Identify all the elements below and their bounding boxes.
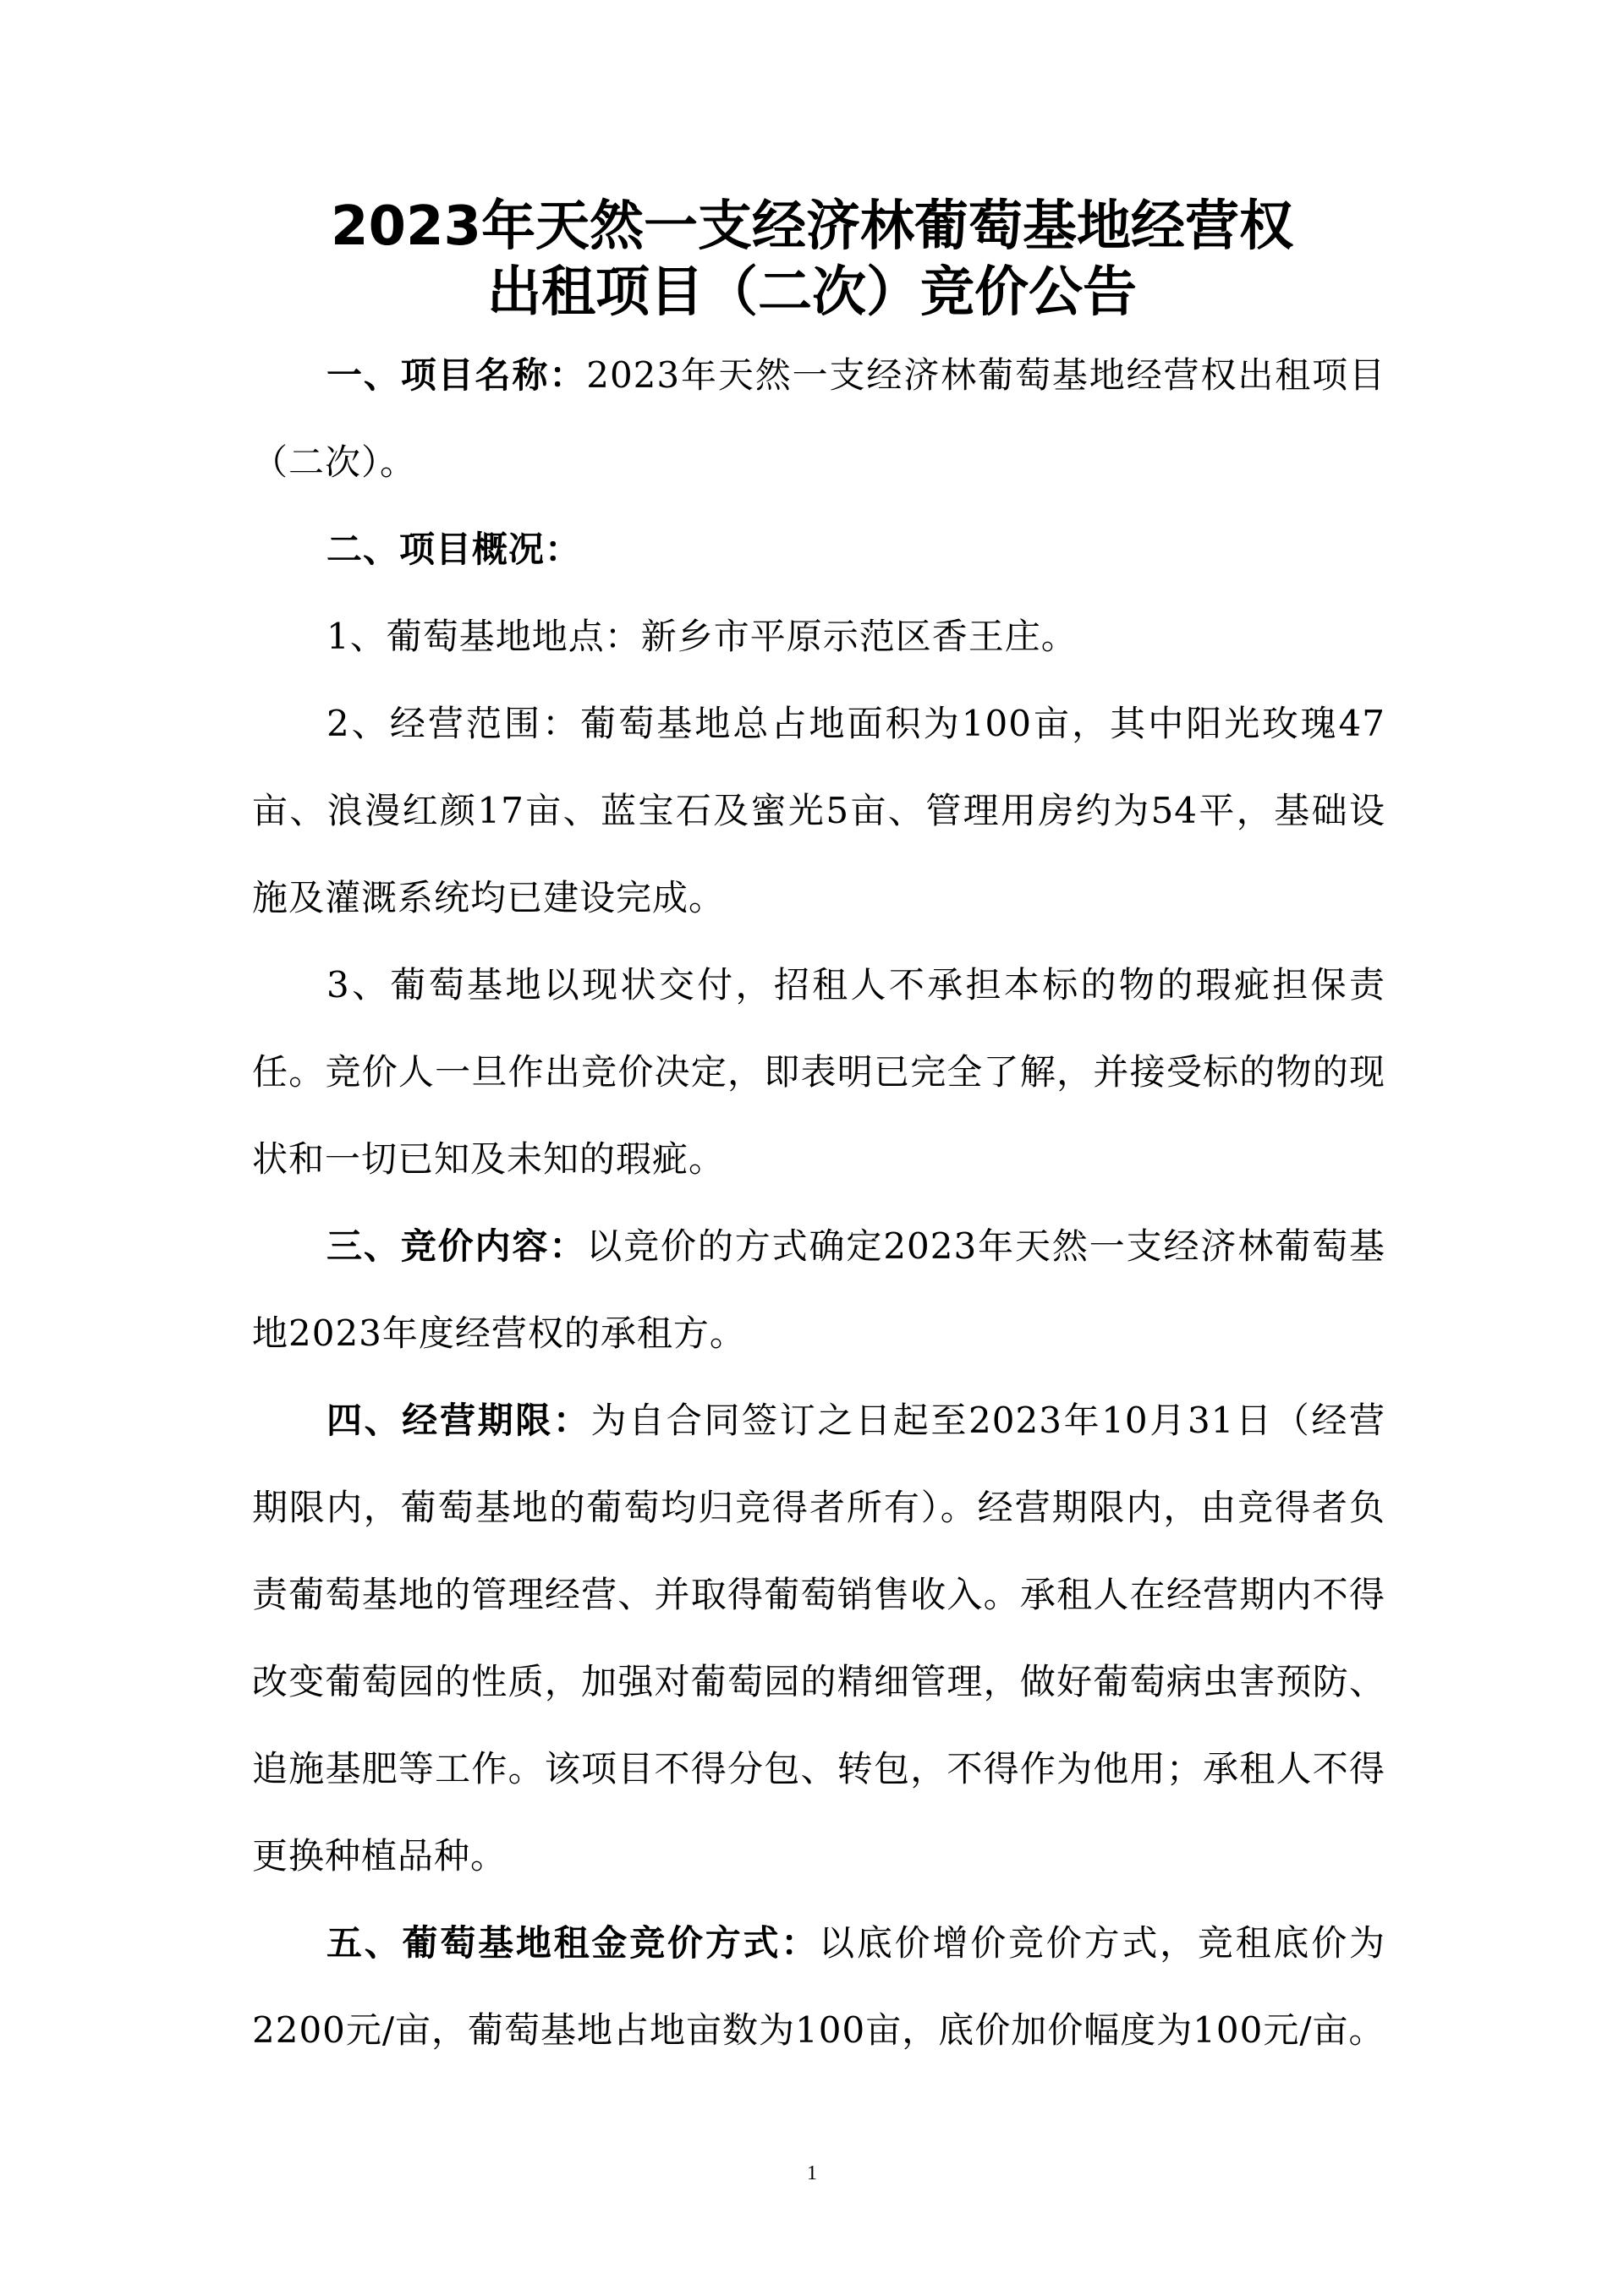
section-heading: 四、经营期限： xyxy=(326,1400,591,1441)
section-text: 2023年天然一支经济林葡萄基地经营权出租项目（二次）。 xyxy=(252,354,1385,483)
page-number: 1 xyxy=(807,2162,817,2184)
section-text: 以底价增价竞价方式，竞租底价为2200元/亩，葡萄基地占地亩数为100亩，底价加价幅度为100元/亩。 xyxy=(252,1922,1385,2051)
section-heading: 一、项目名称： xyxy=(326,354,587,396)
overview-item-scope: 2、经营范围：葡萄基地总占地面积为100亩，其中阳光玫瑰47亩、浪漫红颜17亩、蓝宝石及蜜光5亩、管理用房约为54平，基础设施及灌溉系统均已建设完成。 xyxy=(252,703,1385,918)
section-rent-bidding-method xyxy=(252,1899,1385,2074)
section-bidding-content xyxy=(252,1203,1385,1377)
section-operation-period xyxy=(252,1377,1385,1899)
section-heading: 五、葡萄基地租金竞价方式： xyxy=(326,1922,820,1964)
section-project-overview xyxy=(252,506,1385,593)
section-heading: 二、项目概况： xyxy=(326,529,582,570)
overview-item-delivery: 3、葡萄基地以现状交付，招租人不承担本标的物的瑕疵担保责任。竞价人一旦作出竞价决定，即表明已完全了解，并接受标的物的现状和一切已知及未知的瑕疵。 xyxy=(252,964,1385,1180)
document-title-line-2: 出租项目（二次）竞价公告 xyxy=(487,261,1137,324)
overview-item-location: 1、葡萄基地地点：新乡市平原示范区香王庄。 xyxy=(326,616,1078,657)
document-title-line-1: 2023年天然一支经济林葡萄基地经营权 xyxy=(330,195,1294,258)
section-text: 为自合同签订之日起至2023年10月31日（经营期限内，葡萄基地的葡萄均归竞得者所有）。经营期限内，由竞得者负责葡萄基地的管理经营、并取得葡萄销售收入。承租人在经营期内不得改变葡萄园的性质，加强对葡萄园的精细管理，做好葡萄病虫害预防、追施基肥等工作。该项目不得分包、转包，不得作为他用；承租人不得更换种植品种。 xyxy=(252,1400,1385,1877)
document-body xyxy=(252,332,1385,2074)
section-heading: 三、竞价内容： xyxy=(326,1225,587,1267)
section-project-name xyxy=(252,332,1385,506)
section-text: 以竞价的方式确定2023年天然一支经济林葡萄基地2023年度经营权的承租方。 xyxy=(252,1225,1385,1354)
